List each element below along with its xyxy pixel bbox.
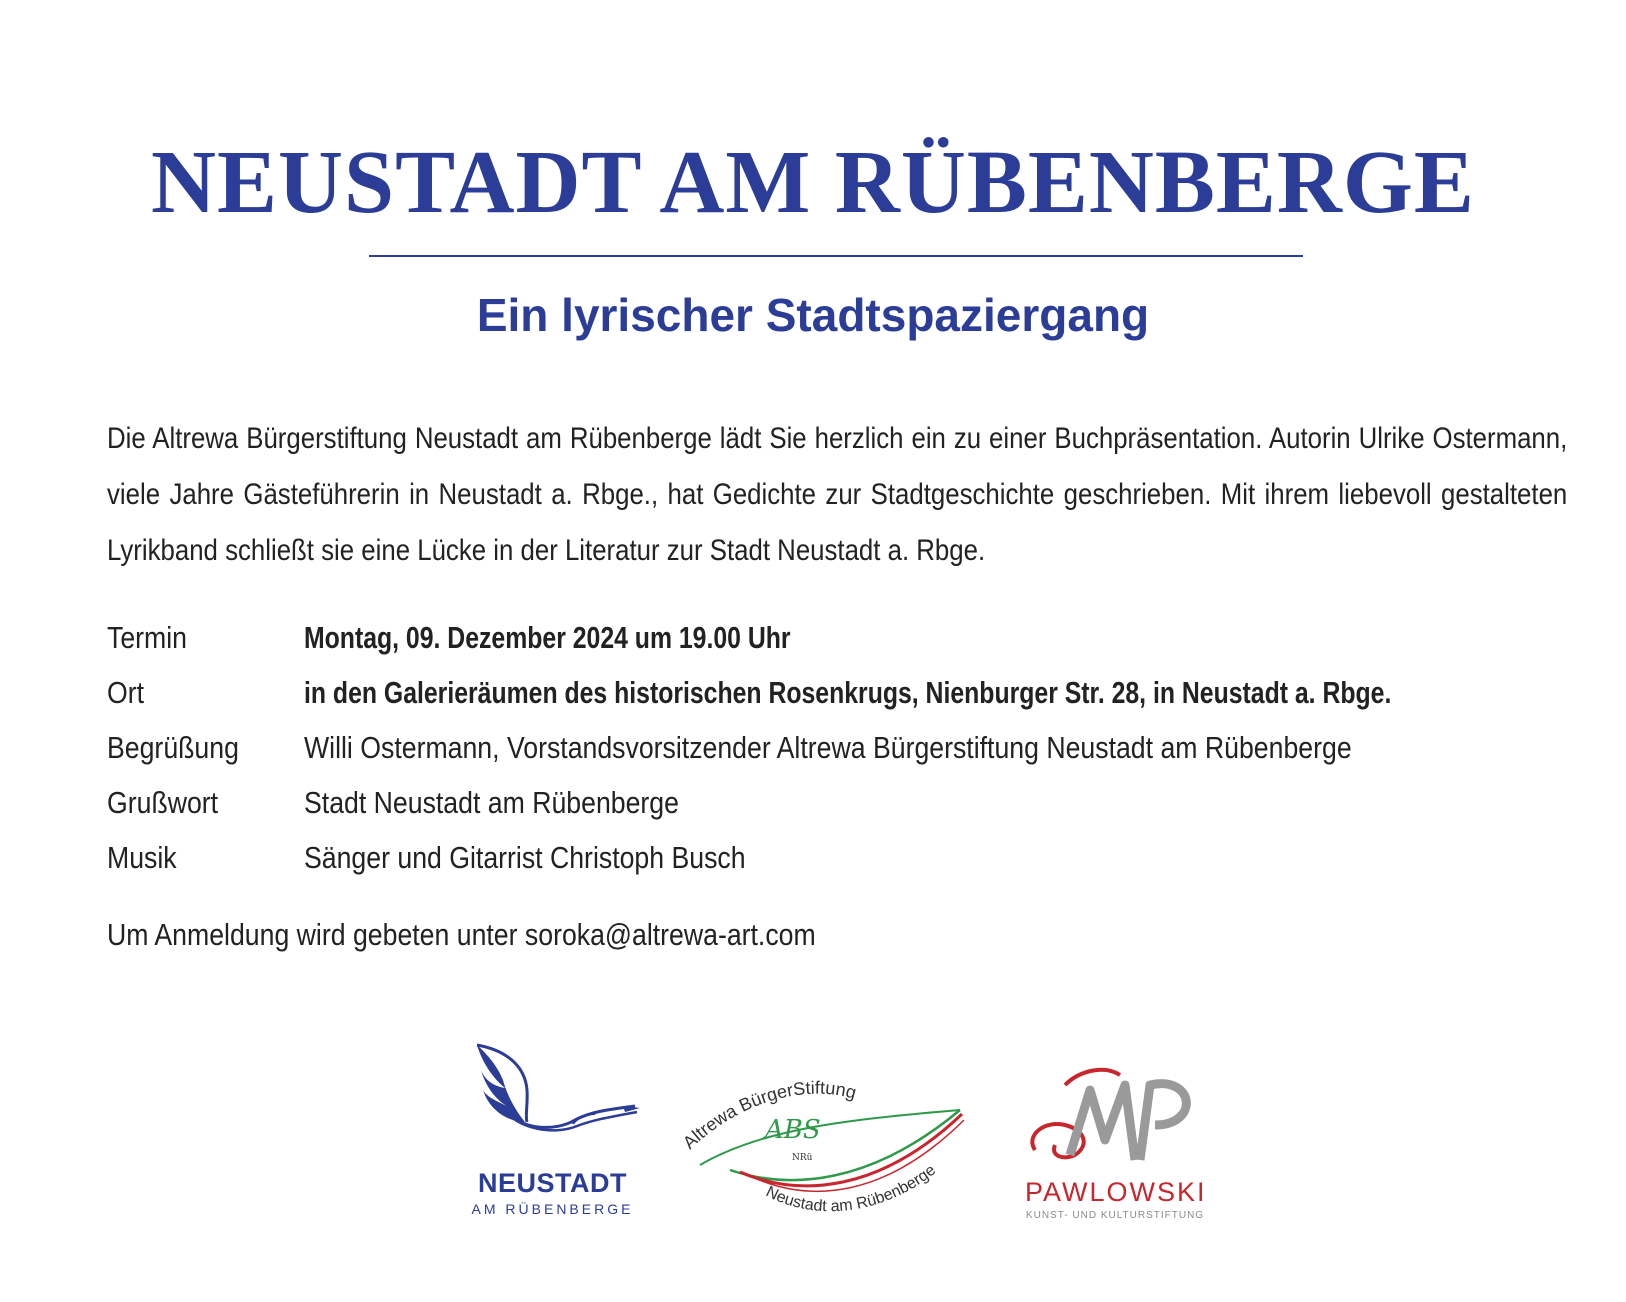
abs-arc-bottom-text: Neustadt am Rübenberge <box>763 1161 939 1216</box>
page-title: NEUSTADT AM RÜBENBERGE <box>151 133 1475 232</box>
detail-row-termin <box>107 610 1567 665</box>
detail-value: Stadt Neustadt am Rübenberge <box>304 785 679 820</box>
title-divider <box>369 255 1303 257</box>
page-subtitle: Ein lyrischer Stadtspaziergang <box>476 289 1150 341</box>
detail-label: Musik <box>107 840 177 875</box>
abs-monogram: ABS <box>765 1115 821 1145</box>
pawlowski-monogram-icon <box>1025 1065 1205 1175</box>
detail-value: Willi Ostermann, Vorstandsvorsitzender Altrewa Bürgerstiftung Neustadt am Rübenberge <box>304 730 1352 765</box>
detail-value: Montag, 09. Dezember 2024 um 19.00 Uhr <box>304 620 791 655</box>
crane-bird-icon <box>465 1040 640 1165</box>
registration-note: Um Anmeldung wird gebeten unter soroka@altrewa-art.com <box>107 917 816 952</box>
detail-value: Sänger und Gitarrist Christoph Busch <box>304 840 746 875</box>
abs-emblem <box>670 1070 980 1240</box>
neustadt-logo-name: NEUSTADT <box>478 1168 627 1198</box>
abs-arc-top-text: Altrewa BürgerStiftung <box>678 1077 859 1153</box>
detail-label: Grußwort <box>107 785 219 820</box>
event-details <box>107 610 1567 885</box>
detail-row-begruessung <box>107 720 1567 775</box>
abs-monogram-small: NRü <box>792 1153 813 1163</box>
detail-row-grusswort <box>107 775 1567 830</box>
detail-row-musik <box>107 830 1567 885</box>
abs-logo <box>670 1070 980 1240</box>
neustadt-logo <box>465 1040 640 1215</box>
detail-label: Termin <box>107 620 187 655</box>
detail-value: in den Galerieräumen des historischen Rosenkrugs, Nienburger Str. 28, in Neustadt a. Rbge. <box>304 675 1392 710</box>
detail-label: Ort <box>107 675 145 710</box>
pawlowski-logo-name: PAWLOWSKI <box>1025 1177 1207 1207</box>
pawlowski-logo-subname: KUNST- UND KULTURSTIFTUNG <box>1025 1210 1205 1221</box>
detail-row-ort <box>107 665 1567 720</box>
pawlowski-logo <box>1025 1065 1205 1225</box>
detail-label: Begrüßung <box>107 730 239 765</box>
intro-paragraph: Die Altrewa Bürgerstiftung Neustadt am Rübenberge lädt Sie herzlich ein zu einer Buchpräsentation. Autorin Ulrike Ostermann, viele Jahre Gästeführerin in Neustadt a. Rbge., hat Gedichte zur Stadtgeschichte geschrieben. Mit ihrem liebevoll gestalteten Lyrikband schließt sie eine Lücke in der Literatur zur Stadt Neustadt a. Rbge. <box>107 422 1568 567</box>
neustadt-logo-subname: AM RÜBENBERGE <box>471 1201 634 1217</box>
